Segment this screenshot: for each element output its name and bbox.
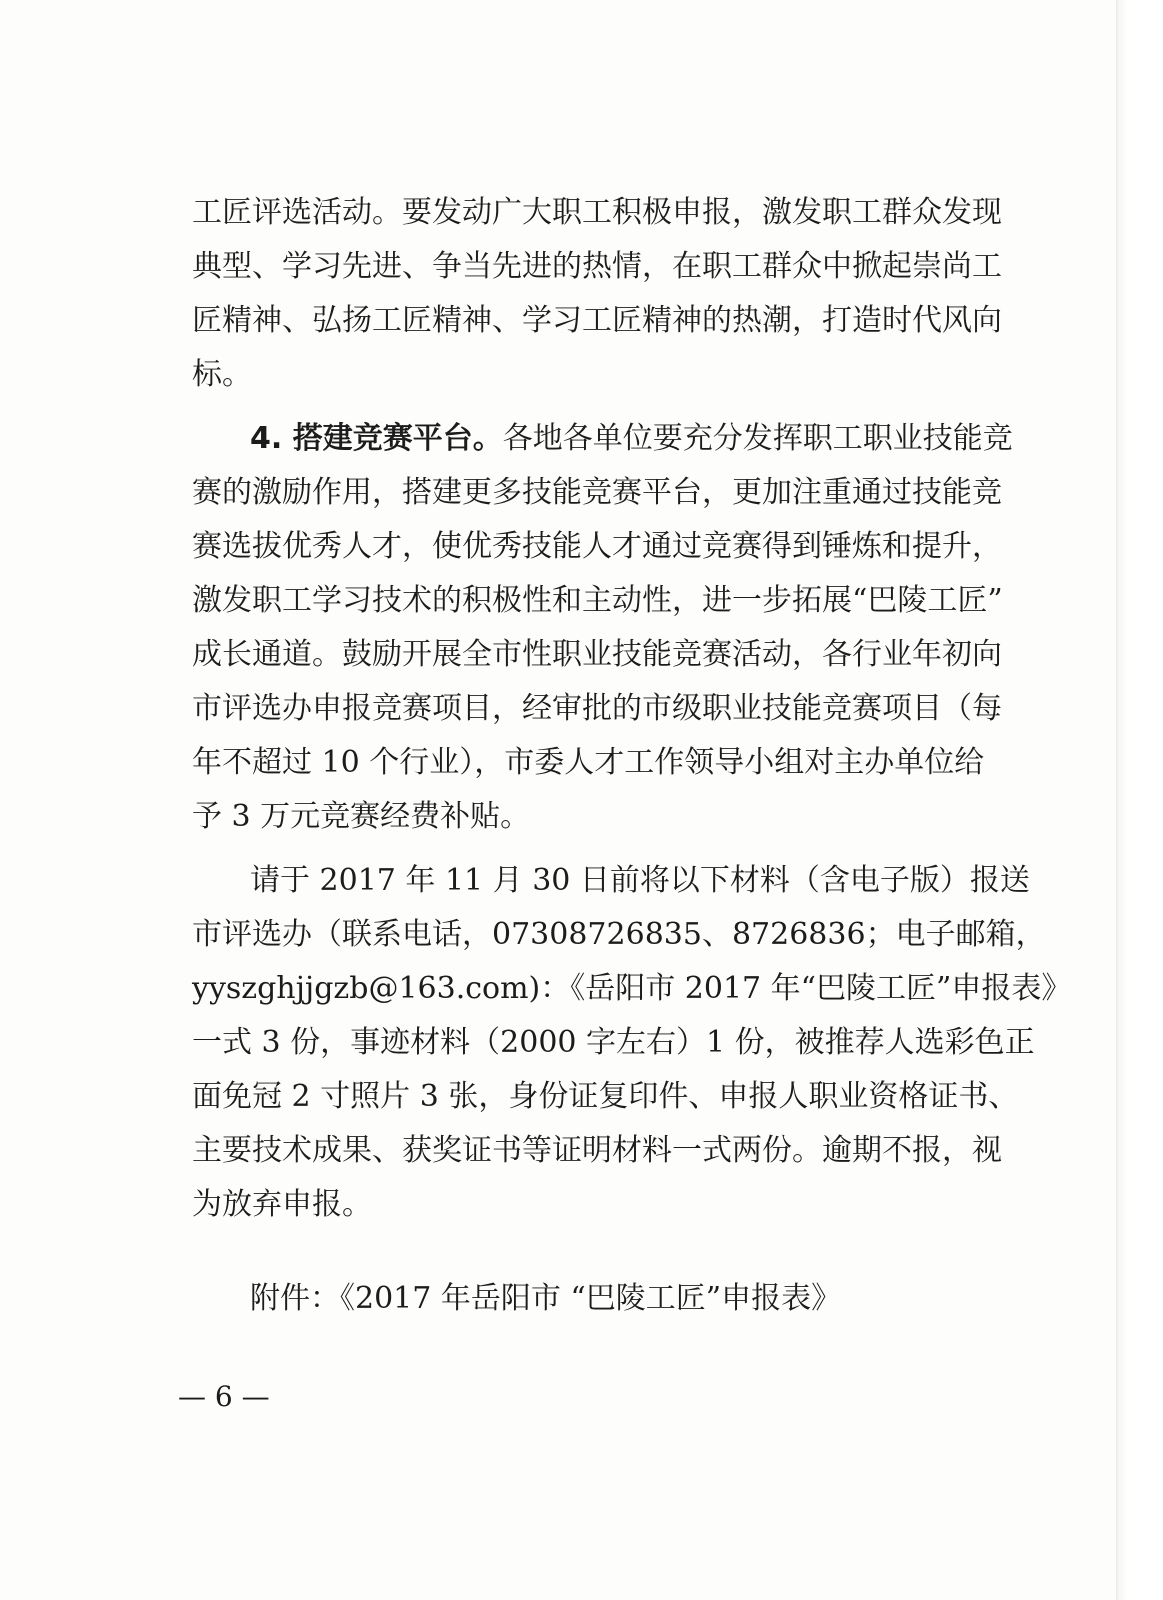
text-line: 匠精神、弘扬工匠精神、学习工匠精神的热潮，打造时代风向 bbox=[192, 303, 1002, 338]
text-line: 请于 2017 年 11 月 30 日前将以下材料（含电子版）报送 bbox=[250, 863, 1030, 898]
text-line: 激发职工学习技术的积极性和主动性，进一步拓展“巴陵工匠” bbox=[192, 583, 1003, 618]
text-line: 年不超过 10 个行业），市委人才工作领导小组对主办单位给 bbox=[192, 745, 985, 780]
paragraph-spacer bbox=[192, 844, 952, 854]
document-body bbox=[192, 186, 1072, 1326]
section-4-first-line bbox=[192, 412, 1013, 466]
attachment-line: 附件：《2017 年岳阳市 “巴陵工匠”申报表》 bbox=[250, 1281, 842, 1316]
text-line: 赛的激励作用，搭建更多技能竞赛平台，更加注重通过技能竞 bbox=[192, 475, 1002, 510]
text-line: 予 3 万元竞赛经费补贴。 bbox=[192, 799, 531, 834]
text-line: 各地各单位要充分发挥职工职业技能竞 bbox=[502, 421, 1013, 456]
text-line: 市评选办（联系电话，07308726835、8726836；电子邮箱， bbox=[192, 917, 1046, 952]
page-number: — 6 — bbox=[178, 1380, 270, 1413]
text-line: 典型、学习先进、争当先进的热情，在职工群众中掀起崇尚工 bbox=[192, 249, 1002, 284]
text-line: 标。 bbox=[192, 357, 252, 392]
text-line: 为放弃申报。 bbox=[192, 1187, 372, 1222]
email-line: yyszghjjgzb@163.com)：《岳阳市 2017 年“巴陵工匠”申报表》 bbox=[192, 971, 1072, 1006]
text-line: 成长通道。鼓励开展全市性职业技能竞赛活动，各行业年初向 bbox=[192, 637, 1002, 672]
text-line: 面免冠 2 寸照片 3 张，身份证复印件、申报人职业资格证书、 bbox=[192, 1079, 1019, 1114]
text-line: 赛选拔优秀人才，使优秀技能人才通过竞赛得到锤炼和提升， bbox=[192, 529, 1002, 564]
paragraph-spacer bbox=[192, 402, 952, 412]
paragraph-intro bbox=[192, 186, 1002, 402]
section-4-heading: 4. 搭建竞赛平台。 bbox=[250, 421, 503, 456]
submission-paragraph bbox=[192, 854, 1072, 1232]
page-edge-shadow bbox=[1116, 0, 1163, 1600]
text-line: 市评选办申报竞赛项目，经审批的市级职业技能竞赛项目（每 bbox=[192, 691, 1002, 726]
text-line: 工匠评选活动。要发动广大职工积极申报，激发职工群众发现 bbox=[192, 195, 1002, 230]
section-4-paragraph bbox=[192, 412, 1013, 844]
text-line: 主要技术成果、获奖证书等证明材料一式两份。逾期不报，视 bbox=[192, 1133, 1002, 1168]
paragraph-spacer bbox=[192, 1232, 952, 1272]
text-line: 一式 3 份，事迹材料（2000 字左右）1 份，被推荐人选彩色正 bbox=[192, 1025, 1035, 1060]
